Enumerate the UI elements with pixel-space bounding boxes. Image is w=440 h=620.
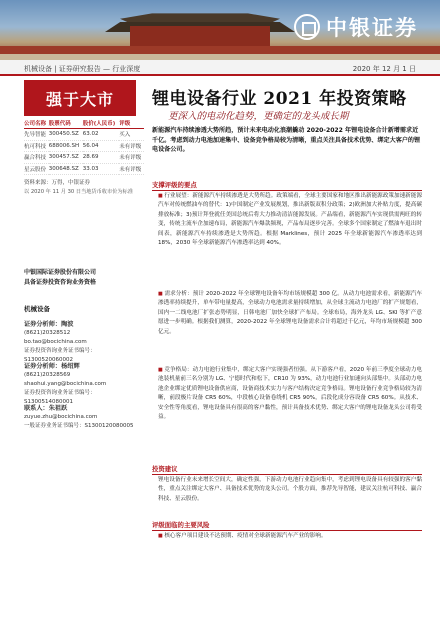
firm-info — [24, 268, 144, 288]
header-company: 公司名称 — [24, 118, 49, 129]
paragraph-demand: ■ 需求分析：预计 2020-2022 年全球锂电设备年均市场规模超 300 亿。从动力电池需求看，新能源汽车渗透率持续提升，单车带电量提高，全球动力电池需求量持续增加，从全球主流动力电池厂的扩产规划看，国内一二线电池厂扩张态势明显，日韩电池厂加快全球扩产布局。全球布局，海外龙头 LG、SKI 等扩产意愿进一步明确。根据我们测算，2020-2022 年全球锂电设备需求合计将超过千亿元，年均市场规模超 300 亿元。 — [158, 290, 422, 337]
table-row — [24, 129, 144, 141]
paragraph-outlook: ■ 行业展望：新能源汽车持续渗透是大势所趋。政策端看，全球主要国家和地区推出新能源政策加速新能源汽车对传统燃油车的替代：1)中国制定产业发展规划，推出新版双积分政策；2)欧洲加大补贴力度，提高碳排放标准；3)预计拜登就任美国总统后将大力推动清洁能源发展。产品端看，新能源汽车实现供需两旺的转变，传统主流车企加速布局，新能源汽车爆款频现，产品布局逐步完善。全球多个国家制定了燃油车退出时间表，新能源汽车持续渗透是大势所趋。根据 Marklines，预计 2025 年全球新能源汽车渗透率达到 18%，2030 年全球新能源汽车渗透率达到 40%。 — [158, 192, 422, 248]
stock-code: 300457.SZ — [49, 152, 83, 164]
logo-text: 中银证券 — [326, 15, 418, 40]
analyst-phone: (8621)20328569 — [24, 372, 71, 378]
analyst-email[interactable]: bo.tao@bocichina.com — [24, 339, 87, 345]
stock-code: 300648.SZ — [49, 163, 83, 175]
left-sidebar — [24, 80, 144, 195]
stock-price: 33.03 — [83, 163, 120, 175]
analyst-block — [24, 362, 144, 407]
analyst-name: 证券分析师：陶波 — [24, 321, 74, 328]
analyst-name: 证券分析师：杨绍辉 — [24, 363, 80, 370]
report-subtitle: 更深入的电动化趋势，更确定的龙头成长期 — [168, 111, 349, 122]
stock-name: 杭可科技 — [24, 140, 49, 152]
stock-name: 星云股份 — [24, 163, 49, 175]
analyst-email[interactable]: shaohui.yang@bocichina.com — [24, 381, 107, 387]
section-heading-risks: 评级面临的主要风险 — [152, 520, 422, 531]
table-row — [24, 152, 144, 164]
stock-rating: 买入 — [119, 129, 144, 141]
firm-desc: 具备证券投资咨询业务资格 — [24, 279, 97, 286]
stock-rating: 未有评级 — [119, 163, 144, 175]
report-subheader — [0, 60, 440, 76]
stock-table — [24, 118, 144, 175]
stock-price: 28.69 — [83, 152, 120, 164]
analyst-email[interactable]: zuyue.zhu@bocichina.com — [24, 414, 98, 420]
paragraph-competition: ■ 竞争格局：动力电池行业集中，绑定大客户实现强者恒强。从下游客户看，2020 年前三季度全球动力电池装机量前三名分别为 LG、宁德时代和松下，CR10 为 93%，动力电池行业加速向头部集中。头部动力电池企业绑定优质锂电设备供应商，设备商技术实力与客户结构决定竞争格局。锂电设备行业竞争格局较为清晰，前段极片设备 CR5 60%，中段核心设备卷绕机 CR5 90%，后段化成分容设备 CR5 60%。从技术、安全性等角度看，锂电设备具有很高的客户黏性，预计具备技术优势、绑定大客户的锂电设备龙头公司将受益。 — [158, 366, 422, 422]
stock-name: 先导智能 — [24, 129, 49, 141]
analyst-phone: (8621)20328512 — [24, 330, 71, 336]
stock-rating: 未有评级 — [119, 152, 144, 164]
rating-source: 资料来源：万得，中银证券 — [24, 180, 91, 187]
report-summary: 新能源汽车持续渗透大势所趋，预计未来电动化浪潮撬动 2020-2022 年锂电设备合计新增需求近千亿。考虑到动力电池加速集中、设备竞争格局较为清晰，重点关注具备技术优势、绑定大客户的锂电设备公司。 — [152, 127, 421, 154]
analyst-cert: 一般证券业务证书编号：S1300120080005 — [24, 423, 134, 429]
analyst-name: 联系人：朱祖跃 — [24, 405, 68, 412]
boc-logo-icon — [294, 14, 320, 40]
company-logo — [294, 12, 418, 42]
table-row — [24, 163, 144, 175]
stock-code: 688006.SH — [49, 140, 83, 152]
analyst-cert: 证券投资咨询业务证书编号：S1300514080001 — [24, 390, 96, 405]
stock-table-header — [24, 118, 144, 129]
report-category: 机械设备 | 证券研究报告 — 行业深度 — [24, 65, 141, 73]
stock-code: 300450.SZ — [49, 129, 83, 141]
header-code: 股票代码 — [49, 118, 83, 129]
report-title: 锂电设备行业 2021 年投资策略 — [152, 89, 407, 109]
firm-name: 中银国际证券股份有限公司 — [24, 269, 97, 276]
table-row — [24, 140, 144, 152]
sector-rating-box: 强于大市 — [24, 80, 136, 116]
analyst-block — [24, 320, 144, 365]
stock-name: 赢合科技 — [24, 152, 49, 164]
header-rating: 评级 — [119, 118, 144, 129]
header-price: 股价(人民币) — [83, 118, 120, 129]
section-heading-rating-points: 支撑评级的要点 — [152, 180, 422, 191]
analyst-block — [24, 404, 144, 431]
paragraph-risks: ■ 核心客户项目建设不达预期、疫情对全球新能源汽车产业的影响。 — [158, 532, 422, 541]
industry-label: 机械设备 — [24, 305, 50, 313]
palace-hall-image — [130, 26, 270, 48]
analyst-cert: 证券投资咨询业务证书编号：S1300520060002 — [24, 348, 96, 363]
stock-rating: 未有评级 — [119, 140, 144, 152]
rating-note: 以 2020 年 11 月 30 日当地货币收市价为标准 — [24, 189, 133, 196]
report-date: 2020 年 12 月 1 日 — [352, 65, 416, 73]
stock-price: 63.02 — [83, 129, 120, 141]
section-heading-investment: 投资建议 — [152, 464, 422, 475]
header-banner — [0, 0, 440, 60]
stock-price: 56.04 — [83, 140, 120, 152]
paragraph-investment: 锂电设备行业未来增长空间大，确定性强，下游动力电池行业趋向集中，考虑到锂电设备具有较强的客户黏性，重点关注绑定大客户、具备技术优势的龙头公司。个股方面，推荐先导智能，建议关注杭可科技、赢合科技、星云股份。 — [158, 477, 422, 502]
